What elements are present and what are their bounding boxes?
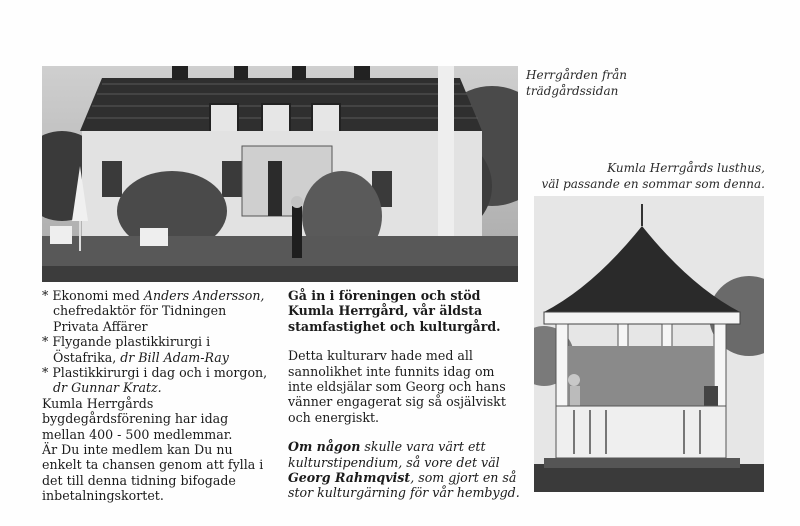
list-item <box>42 365 274 396</box>
closing-emphasis: Om någon <box>288 439 361 455</box>
manor-house-illustration <box>42 66 518 282</box>
gazebo-caption-line1: Kumla Herrgårds lusthus, <box>607 161 765 175</box>
item-text: Ekonomi med <box>52 288 144 303</box>
join-paragraph: Är Du inte medlem kan Du nu enkelt ta chansen genom att fylla i det till denna tidning bifogade inbetalningskortet. <box>42 442 264 504</box>
heritage-paragraph: Detta kulturarv hade med all sannolikhet inte funnits idag om inte eldsjälar som Georg och hans vänner engagerat sig så osjälviskt och energiskt. <box>288 348 506 425</box>
honoree-name: Georg Rahmqvist <box>288 470 411 486</box>
manor-photo <box>42 66 518 282</box>
bullet: * <box>42 365 49 381</box>
lead-heading: Gå in i föreningen och stöd Kumla Herrgård, vår äldsta stamfastighet och kulturgård. <box>288 288 501 334</box>
list-item <box>42 288 274 334</box>
item-text: chefredaktör för Tidningen Privata Affärer <box>53 303 227 334</box>
bullet: * <box>42 288 49 303</box>
gazebo-photo-caption <box>540 160 765 192</box>
item-text: Flygande plastikkirurgi i Östafrika, <box>52 334 211 365</box>
gazebo-photo <box>534 196 764 492</box>
middle-text-column <box>288 288 520 501</box>
list-item <box>42 334 274 365</box>
item-text: Plastikkirurgi i dag och i morgon, <box>52 365 268 381</box>
membership-paragraph: Kumla Herrgårds bygdegårdsförening har idag mellan 400 - 500 medlemmar. <box>42 395 233 442</box>
speaker-name: dr Gunnar Kratz. <box>53 380 162 396</box>
manor-photo-caption: Herrgården från trädgårdssidan <box>526 68 627 98</box>
closing-text: skulle vara värt ett kulturstipendium, så vore det väl <box>288 439 500 470</box>
speaker-name: Anders Andersson, <box>143 288 265 303</box>
speaker-name: dr Bill Adam-Ray <box>120 349 229 365</box>
bullet: * <box>42 334 49 350</box>
left-text-column <box>42 288 274 504</box>
gazebo-caption-line2: väl passande en sommar som denna. <box>541 177 765 191</box>
closing-paragraph <box>288 439 520 501</box>
gazebo-illustration <box>534 196 764 492</box>
closing-text: , som gjort en så stor kulturgärning för vår hembygd. <box>288 470 520 501</box>
